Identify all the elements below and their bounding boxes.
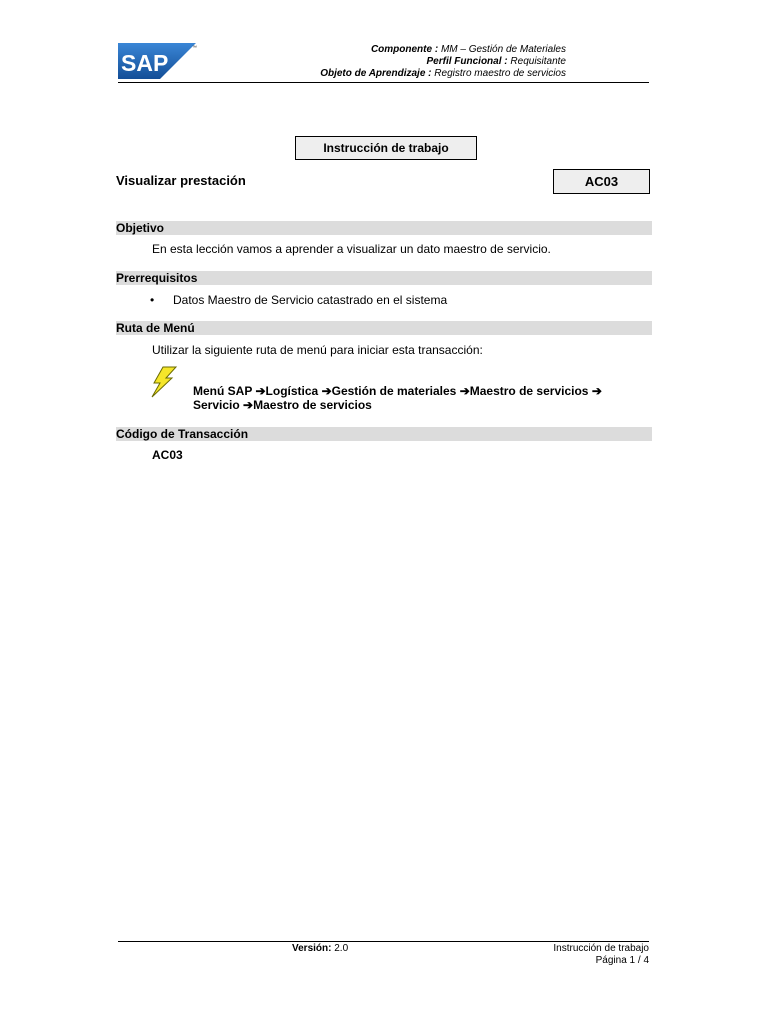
arrow-icon: ➔ (255, 384, 266, 398)
lightning-bolt-icon (149, 366, 179, 398)
section-codigo-heading: Código de Transacción (116, 427, 652, 441)
header-line-objeto: Objeto de Aprendizaje : Registro maestro de servicios (320, 68, 566, 79)
ruta-text: Utilizar la siguiente ruta de menú para iniciar esta transacción: (152, 343, 483, 357)
arrow-icon: ➔ (243, 398, 254, 412)
page-title: Visualizar prestación (116, 173, 246, 188)
menu-path-step: Servicio (193, 398, 240, 412)
header-line-perfil: Perfil Funcional : Requisitante (426, 56, 566, 67)
menu-path-step: Maestro de servicios (253, 398, 372, 412)
menu-path (193, 384, 633, 412)
objetivo-text: En esta lección vamos a aprender a visualizar un dato maestro de servicio. (152, 242, 551, 256)
arrow-icon: ➔ (321, 384, 332, 398)
footer-doc-type: Instrucción de trabajo (553, 943, 649, 954)
header-line-componente: Componente : MM – Gestión de Materiales (370, 44, 566, 55)
arrow-icon: ➔ (459, 384, 470, 398)
section-prerrequisitos-heading: Prerrequisitos (116, 271, 652, 285)
logo-text: SAP (121, 50, 169, 76)
header-divider (118, 82, 649, 83)
menu-path-step: Menú SAP (193, 384, 253, 398)
transaction-code: AC03 (152, 448, 183, 462)
transaction-code-box: AC03 (553, 169, 650, 194)
arrow-icon: ➔ (591, 384, 602, 398)
menu-path-step: Maestro de servicios (469, 384, 589, 398)
menu-path-step: Logística (265, 384, 319, 398)
section-objetivo-heading: Objetivo (116, 221, 652, 235)
footer-divider (118, 941, 649, 942)
footer-version: Versión: 2.0 (292, 943, 349, 954)
svg-text:™: ™ (192, 45, 197, 51)
sap-logo (118, 43, 198, 79)
document-type-box: Instrucción de trabajo (295, 136, 477, 160)
footer-doc-info (480, 943, 649, 967)
bullet-marker: • (150, 293, 155, 307)
footer-page-number: Página 1 / 4 (595, 955, 649, 966)
section-ruta-heading: Ruta de Menú (116, 321, 652, 335)
menu-path-step: Gestión de materiales (331, 384, 457, 398)
prerrequisito-item: Datos Maestro de Servicio catastrado en el sistema (173, 293, 448, 307)
